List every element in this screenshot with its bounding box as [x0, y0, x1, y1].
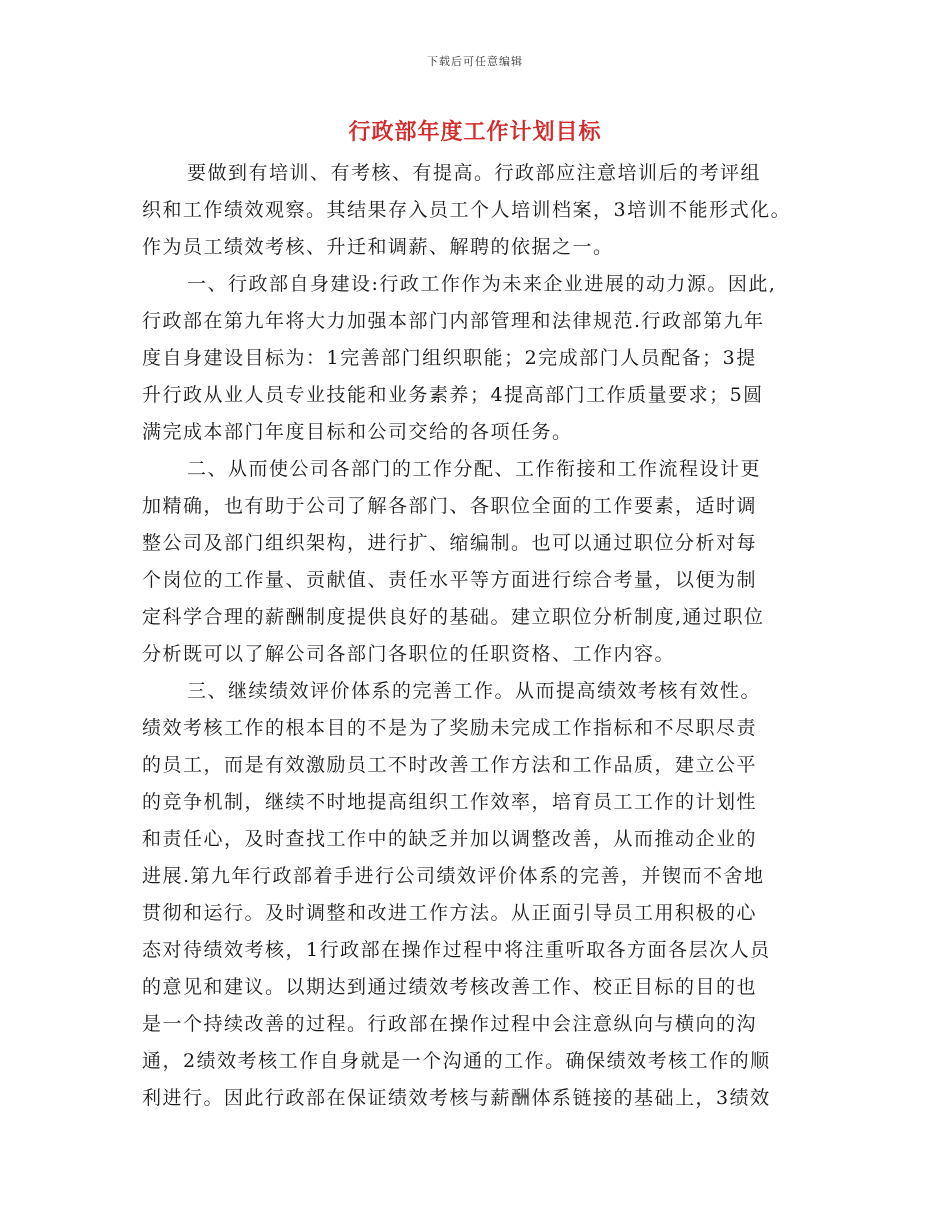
- paragraph-line: 通，2绩效考核工作自身就是一个沟通的工作。确保绩效考核工作的顺: [142, 1050, 771, 1072]
- paragraph-line: 定科学合理的薪酬制度提供良好的基础。建立职位分析制度,通过职位: [142, 606, 765, 628]
- paragraph-line: 的竞争机制，继续不时地提高组织工作效率，培育员工工作的计划性: [142, 791, 758, 813]
- paragraph-line: 个岗位的工作量、贡献值、责任水平等方面进行综合考量，以便为制: [142, 569, 758, 591]
- paragraph-line: 整公司及部门组织架构，进行扩、缩编制。也可以通过职位分析对每: [142, 532, 758, 554]
- header-note: 下载后可任意编辑: [427, 55, 523, 68]
- paragraph-line: 要做到有培训、有考核、有提高。行政部应注意培训后的考评组: [187, 162, 762, 184]
- paragraph-line: 度自身建设目标为：1完善部门组织职能；2完成部门人员配备；3提: [142, 347, 757, 369]
- paragraph-line: 和责任心，及时查找工作中的缺乏并加以调整改善，从而推动企业的: [142, 828, 758, 850]
- paragraph-line: 升行政从业人员专业技能和业务素养；4提高部门工作质量要求；5圆: [142, 384, 764, 406]
- paragraph-line: 态对待绩效考核，1行政部在操作过程中将注重听取各方面各层次人员: [142, 939, 771, 961]
- paragraph-line: 进展.第九年行政部着手进行公司绩效评价体系的完善，并锲而不舍地: [142, 865, 765, 887]
- paragraph-line: 贯彻和运行。及时调整和改进工作方法。从正面引导员工用积极的心: [142, 902, 758, 924]
- paragraph-line: 的意见和建议。以期达到通过绩效考核改善工作、校正目标的目的也: [142, 976, 758, 998]
- paragraph-line: 作为员工绩效考核、升迁和调薪、解聘的依据之一。: [142, 236, 614, 258]
- paragraph-line: 行政部在第九年将大力加强本部门内部管理和法律规范.行政部第九年: [142, 310, 765, 332]
- paragraph-line: 一、行政部自身建设:行政工作作为未来企业进展的动力源。因此,: [187, 273, 777, 295]
- paragraph-line: 分析既可以了解公司各部门各职位的任职资格、工作内容。: [142, 643, 676, 665]
- paragraph-line: 满完成本部门年度目标和公司交给的各项任务。: [142, 421, 573, 443]
- document-body: [142, 155, 810, 1117]
- paragraph-line: 织和工作绩效观察。其结果存入员工个人培训档案，3培训不能形式化。: [142, 199, 792, 221]
- paragraph-line: 加精确，也有助于公司了解各部门、各职位全面的工作要素，适时调: [142, 495, 758, 517]
- paragraph-line: 二、从而使公司各部门的工作分配、工作衔接和工作流程设计更: [187, 458, 762, 480]
- document-title: 行政部年度工作计划目标: [348, 119, 602, 145]
- paragraph-line: 绩效考核工作的根本目的不是为了奖励未完成工作指标和不尽职尽责: [142, 717, 758, 739]
- paragraph-line: 的员工，而是有效激励员工不时改善工作方法和工作品质，建立公平: [142, 754, 758, 776]
- paragraph-line: 三、继续绩效评价体系的完善工作。从而提高绩效考核有效性。: [187, 680, 762, 702]
- paragraph-line: 是一个持续改善的过程。行政部在操作过程中会注意纵向与横向的沟: [142, 1013, 758, 1035]
- paragraph-line: 利进行。因此行政部在保证绩效考核与薪酬体系链接的基础上，3绩效: [142, 1087, 771, 1109]
